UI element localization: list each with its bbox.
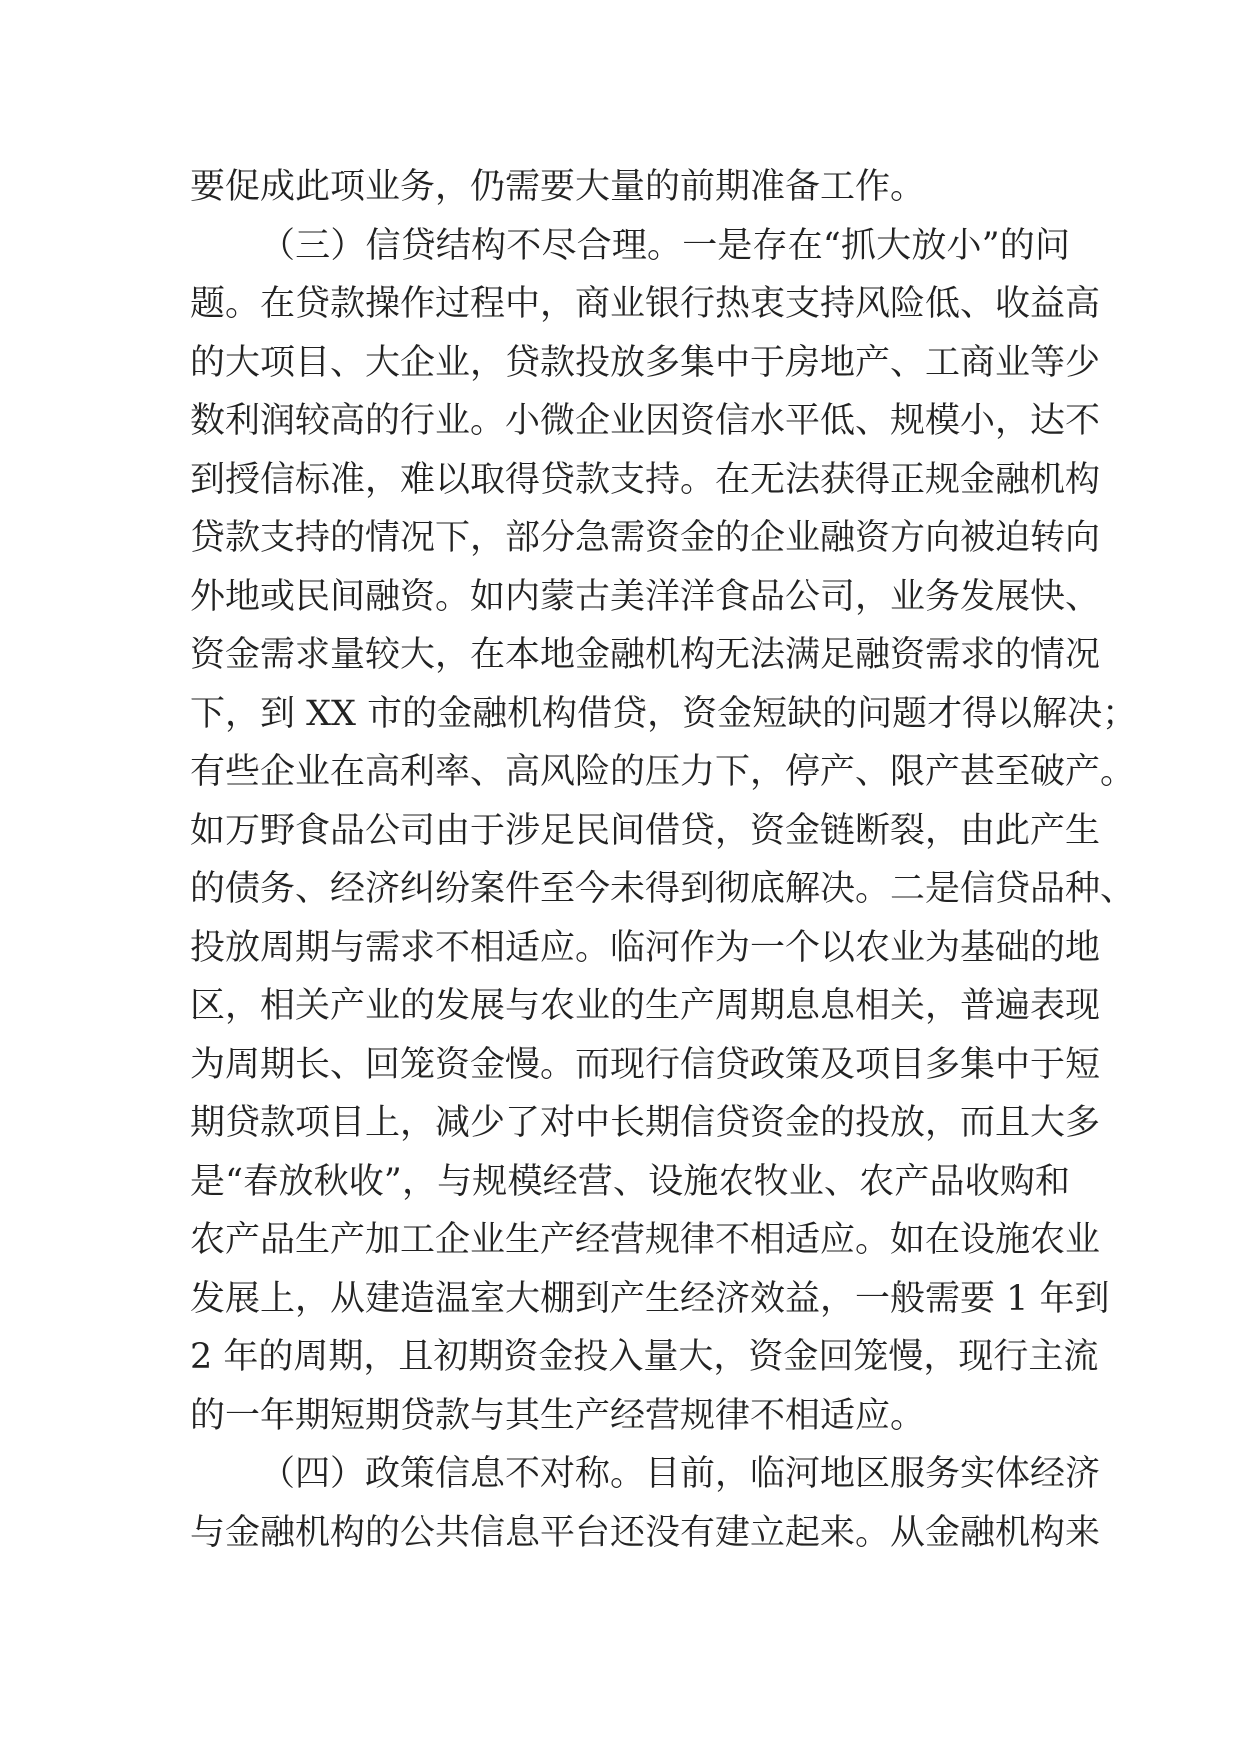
text-line: 要促成此项业务，仍需要大量的前期准备工作。 — [190, 167, 926, 207]
text-line: 有些企业在高利率、高风险的压力下，停产、限产甚至破产。 — [190, 752, 1136, 792]
text-line: 发展上，从建造温室大棚到产生经济效益，一般需要 1 年到 — [190, 1278, 1110, 1319]
text-line: 与金融机构的公共信息平台还没有建立起来。从金融机构来 — [190, 1512, 1101, 1553]
text-line: 的债务、经济纠纷案件至今未得到彻底解决。二是信贷品种、 — [190, 869, 1136, 909]
text-line: 区，相关产业的发展与农业的生产周期息息相关，普遍表现 — [190, 986, 1101, 1026]
text-line: 下，到 XX 市的金融机构借贷，资金短缺的问题才得以解决； — [190, 693, 1138, 734]
text-line: 的大项目、大企业，贷款投放多集中于房地产、工商业等少 — [190, 342, 1101, 383]
text-line: 数利润较高的行业。小微企业因资信水平低、规模小，达不 — [190, 401, 1101, 441]
text-line: 是“春放秋收”，与规模经营、设施农牧业、农产品收购和 — [190, 1161, 1070, 1202]
text-line: 外地或民间融资。如内蒙古美洋洋食品公司，业务发展快、 — [190, 576, 1101, 617]
text-line: 投放周期与需求不相适应。临河作为一个以农业为基础的地 — [190, 927, 1101, 968]
text-line: 资金需求量较大，在本地金融机构无法满足融资需求的情况 — [190, 635, 1101, 675]
section-heading-line: （三）信贷结构不尽合理。一是存在“抓大放小”的问 — [260, 225, 1070, 266]
text-line: 的一年期短期贷款与其生产经营规律不相适应。 — [190, 1395, 926, 1436]
text-line: 2 年的周期，且初期资金投入量大，资金回笼慢，现行主流 — [190, 1337, 1099, 1377]
text-line: 如万野食品公司由于涉足民间借贷，资金链断裂，由此产生 — [190, 810, 1101, 851]
text-line: 期贷款项目上，减少了对中长期信贷资金的投放，而且大多 — [190, 1103, 1101, 1143]
text-line: 农产品生产加工企业生产经营规律不相适应。如在设施农业 — [190, 1220, 1101, 1260]
body-text — [190, 158, 1138, 1562]
text-line: 题。在贷款操作过程中，商业银行热衷支持风险低、收益高 — [190, 284, 1101, 324]
text-line: 到授信标准，难以取得贷款支持。在无法获得正规金融机构 — [190, 459, 1101, 500]
section-heading-line: （四）政策信息不对称。目前，临河地区服务实体经济 — [260, 1454, 1101, 1494]
text-line: 贷款支持的情况下，部分急需资金的企业融资方向被迫转向 — [190, 518, 1101, 558]
text-line: 为周期长、回笼资金慢。而现行信贷政策及项目多集中于短 — [190, 1044, 1101, 1085]
